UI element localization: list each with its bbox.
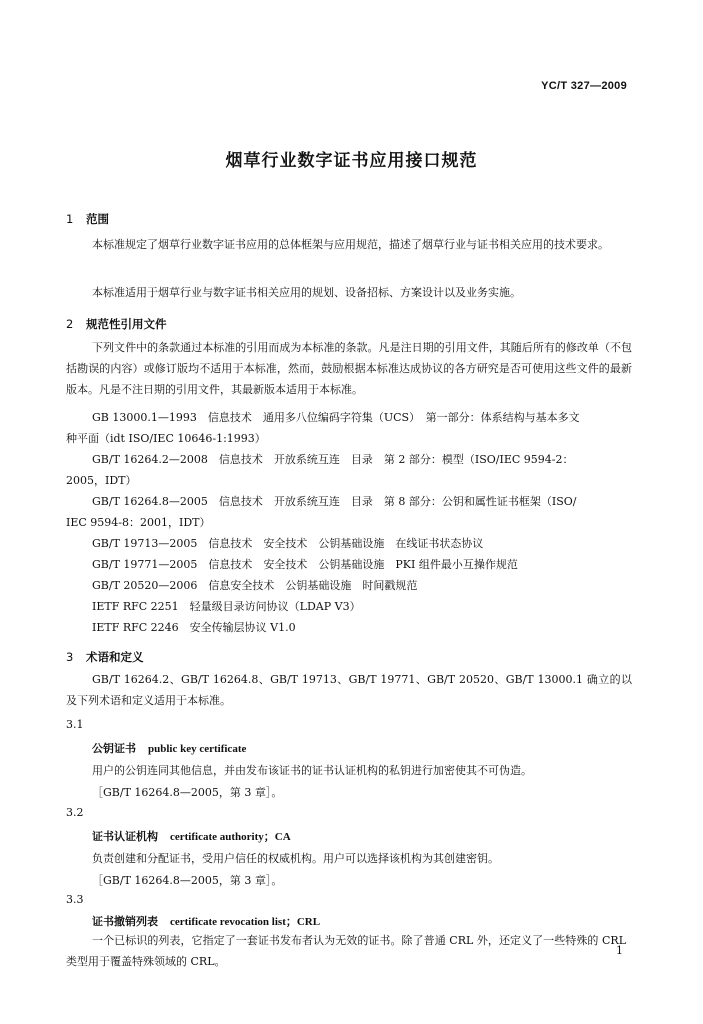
- references-intro: 下列文件中的条款通过本标准的引用而成为本标准的条款。凡是注日期的引用文件，其随后所有的修改单（不包括勘误的内容）或修订版均不适用于本标准，然而，鼓励根据本标准达成协议的各方研究是否可使用这些文件的最新版本。凡是不注日期的引用文件，其最新版本适用于本标准。: [66, 341, 632, 396]
- term-heading: 公钥证书 public key certificate: [92, 742, 247, 755]
- term-heading: 证书撤销列表 certificate revocation list；CRL: [92, 915, 321, 928]
- term-number: 3.3: [66, 893, 84, 906]
- term-source: ［GB/T 16264.8—2005，第 3 章］。: [92, 874, 283, 887]
- section-title: 范围: [86, 212, 109, 226]
- reference-5: GB/T 19771—2005 信息技术 安全技术 公钥基础设施 PKI 组件最小互操作规范: [92, 558, 518, 571]
- term-number: 3.2: [66, 806, 84, 819]
- reference-2-line-1: GB/T 16264.2—2008 信息技术 开放系统互连 目录 第 2 部分：模型（ISO/IEC 9594-2：: [92, 453, 574, 466]
- reference-6: GB/T 20520—2006 信息安全技术 公钥基础设施 时间戳规范: [92, 579, 418, 592]
- reference-8: IETF RFC 2246 安全传输层协议 V1.0: [92, 621, 296, 634]
- section-number: 3: [66, 650, 74, 664]
- reference-1-line-1: GB 13000.1—1993 信息技术 通用多八位编码字符集（UCS） 第一部分：体系结构与基本多文: [92, 411, 580, 424]
- section-1-heading: [66, 211, 109, 227]
- section-title: 规范性引用文件: [86, 317, 167, 331]
- term-source: ［GB/T 16264.8—2005，第 3 章］。: [92, 786, 283, 799]
- terms-intro: GB/T 16264.2、GB/T 16264.8、GB/T 19713、GB/T 19771、GB/T 20520、GB/T 13000.1 确立的以及下列术语和定义适用于本标准。: [66, 673, 632, 707]
- term-number: 3.1: [66, 718, 84, 731]
- page-number: 1: [616, 944, 623, 957]
- scope-paragraph-2: 本标准适用于烟草行业与数字证书相关应用的规划、设备招标、方案设计以及业务实施。: [92, 286, 521, 299]
- section-number: 1: [66, 212, 74, 226]
- section-2-heading: [66, 316, 167, 332]
- term-definition: 用户的公钥连同其他信息，并由发布该证书的证书认证机构的私钥进行加密使其不可伪造。: [92, 764, 532, 777]
- term-heading: 证书认证机构 certificate authority；CA: [92, 830, 291, 843]
- document-title: 烟草行业数字证书应用接口规范: [225, 151, 478, 171]
- reference-3-line-2: IEC 9594-8：2001，IDT）: [66, 516, 211, 529]
- standard-code: YC/T 327—2009: [541, 80, 627, 92]
- reference-2-line-2: 2005，IDT）: [66, 474, 137, 487]
- reference-7: IETF RFC 2251 轻量级目录访问协议（LDAP V3）: [92, 600, 361, 613]
- section-title: 术语和定义: [86, 650, 144, 664]
- scope-paragraph-1: 本标准规定了烟草行业数字证书应用的总体框架与应用规范，描述了烟草行业与证书相关应用的技术要求。: [92, 238, 609, 251]
- reference-3-line-1: GB/T 16264.8—2005 信息技术 开放系统互连 目录 第 8 部分：公钥和属性证书框架（ISO/: [92, 495, 577, 508]
- section-number: 2: [66, 317, 74, 331]
- term-definition: 一个已标识的列表，它指定了一套证书发布者认为无效的证书。除了普通 CRL 外，还定义了一些特殊的 CRL 类型用于覆盖特殊领域的 CRL。: [66, 934, 626, 968]
- reference-4: GB/T 19713—2005 信息技术 安全技术 公钥基础设施 在线证书状态协议: [92, 537, 484, 550]
- reference-1-line-2: 种平面（idt ISO/IEC 10646-1:1993）: [66, 432, 266, 445]
- section-3-heading: [66, 649, 144, 665]
- term-definition: 负责创建和分配证书，受用户信任的权威机构。用户可以选择该机构为其创建密钥。: [92, 852, 499, 865]
